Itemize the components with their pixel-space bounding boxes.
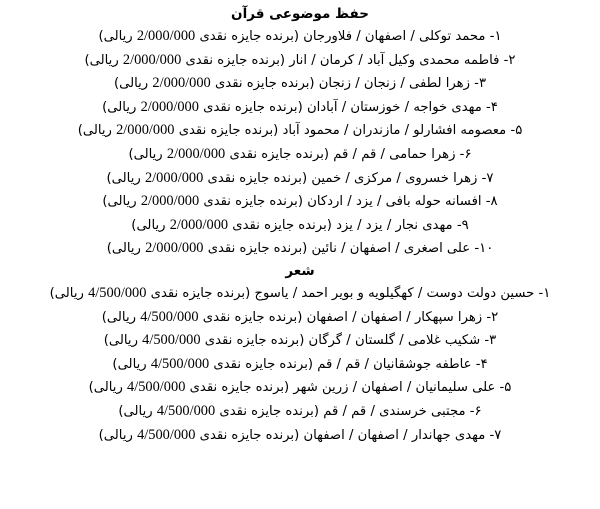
winner-name: زهرا سپهکار bbox=[414, 309, 483, 325]
field-separator: / bbox=[400, 76, 405, 92]
winner-city: نائین bbox=[311, 241, 337, 257]
prize-prefix: (برنده جایزه نقدی bbox=[219, 403, 319, 419]
winner-number: ۵- bbox=[510, 123, 523, 139]
winner-number: ۱- bbox=[489, 29, 502, 44]
winner-city: فلاورجان bbox=[303, 29, 352, 44]
winner-city: زنجان bbox=[318, 76, 352, 92]
winner-number: ۶- bbox=[459, 146, 472, 162]
winner-province: کهگیلویه و بویر احمد bbox=[301, 285, 414, 301]
list-item bbox=[14, 237, 586, 261]
prize-prefix: (برنده جایزه نقدی bbox=[185, 52, 286, 68]
winner-name: زهرا حمامی bbox=[389, 146, 456, 162]
list-item bbox=[14, 424, 586, 448]
field-separator: / bbox=[352, 146, 357, 162]
winner-name: عاطفه جوشقانیان bbox=[373, 356, 472, 372]
winner-city: اصفهان bbox=[303, 427, 345, 443]
winner-province: قم bbox=[351, 403, 367, 419]
field-separator: / bbox=[404, 123, 410, 139]
prize-amount: 4/500/000 bbox=[140, 308, 199, 325]
prize-suffix: ریالی) bbox=[102, 194, 137, 210]
field-separator: / bbox=[376, 194, 382, 210]
prize-suffix: ریالی) bbox=[128, 146, 163, 162]
winner-number: ۲- bbox=[486, 309, 499, 325]
field-separator: / bbox=[348, 427, 354, 443]
winner-name: مهدی خواجه bbox=[413, 99, 482, 115]
winner-name: مهدی نجار bbox=[395, 217, 453, 233]
field-separator: / bbox=[395, 241, 400, 257]
winner-city: انار bbox=[289, 52, 308, 68]
prize-suffix: ریالی) bbox=[113, 76, 149, 92]
winner-number: ۷- bbox=[481, 170, 494, 186]
list-item bbox=[14, 376, 586, 400]
winner-number: ۹- bbox=[456, 217, 469, 233]
prize-amount: 2/000/000 bbox=[152, 75, 211, 92]
field-separator: / bbox=[370, 403, 375, 419]
field-separator: / bbox=[357, 217, 362, 233]
winner-name: مجتبی خرسندی bbox=[379, 403, 466, 419]
winner-city: آبادان bbox=[306, 99, 338, 115]
field-separator: / bbox=[352, 309, 357, 325]
list-item bbox=[14, 49, 586, 73]
field-separator: / bbox=[341, 241, 346, 257]
field-separator: / bbox=[406, 309, 411, 325]
winner-number: ۳- bbox=[474, 76, 487, 92]
winner-city: خمین bbox=[311, 170, 342, 186]
winner-name: معصومه افشارلو bbox=[413, 123, 507, 139]
winner-city: یاسوج bbox=[254, 285, 289, 301]
sections-container bbox=[14, 4, 586, 447]
field-separator: / bbox=[386, 217, 392, 233]
field-separator: / bbox=[311, 52, 316, 68]
field-separator: / bbox=[358, 52, 363, 68]
prize-amount: 4/500/000 bbox=[127, 379, 186, 396]
prize-amount: 2/000/000 bbox=[140, 193, 200, 210]
winner-province: قم bbox=[361, 146, 377, 162]
prize-suffix: ریالی) bbox=[84, 52, 119, 68]
winner-number: ۸- bbox=[485, 194, 498, 210]
field-separator: / bbox=[345, 170, 350, 186]
prize-amount: 4/500/000 bbox=[137, 426, 196, 443]
section-poetry bbox=[14, 261, 586, 447]
prize-prefix: (برنده جایزه نقدی bbox=[213, 356, 314, 372]
winner-province: قم bbox=[345, 356, 361, 372]
prize-prefix: (برنده جایزه نقدی bbox=[199, 427, 300, 443]
winner-name: محمد توکلی bbox=[419, 29, 486, 44]
winner-city: محمود آباد bbox=[282, 123, 340, 139]
list-item bbox=[14, 96, 586, 120]
prize-suffix: ریالی) bbox=[88, 380, 123, 396]
prize-amount: 2/000/000 bbox=[116, 122, 175, 139]
prize-suffix: ریالی) bbox=[49, 285, 84, 301]
prize-amount: 4/500/000 bbox=[150, 355, 210, 372]
winner-province: اصفهان bbox=[349, 241, 392, 257]
field-separator: / bbox=[403, 427, 408, 443]
winner-province: زنجان bbox=[363, 76, 397, 92]
prize-amount: 2/000/000 bbox=[136, 28, 196, 44]
list-item bbox=[14, 214, 586, 238]
prize-prefix: (برنده جایزه نقدی bbox=[203, 194, 303, 210]
winner-name: فاطمه محمدی وکیل آباد bbox=[367, 52, 500, 68]
winner-number: ۶- bbox=[469, 403, 482, 419]
prize-suffix: ریالی) bbox=[112, 356, 147, 372]
winner-city: یزد bbox=[336, 217, 353, 233]
winner-city: زرین شهر bbox=[293, 380, 349, 396]
field-separator: / bbox=[344, 123, 349, 139]
prize-prefix: (برنده جایزه نقدی bbox=[202, 309, 303, 325]
winner-number: ۴- bbox=[485, 99, 498, 115]
winner-province: مرکزی bbox=[353, 170, 393, 186]
field-separator: / bbox=[406, 380, 412, 396]
field-separator: / bbox=[347, 194, 352, 210]
prize-amount: 2/000/000 bbox=[140, 98, 199, 115]
list-item bbox=[14, 329, 586, 353]
prize-prefix: (برنده جایزه نقدی bbox=[229, 146, 330, 162]
winner-list bbox=[14, 25, 586, 261]
winner-province: اصفهان bbox=[357, 427, 399, 443]
section-title: شعر bbox=[285, 262, 315, 279]
prize-suffix: ریالی) bbox=[77, 123, 112, 139]
section-quran-memorization bbox=[14, 4, 586, 261]
section-title: حفظ موضوعی قرآن bbox=[231, 6, 369, 22]
list-item bbox=[14, 400, 586, 424]
winner-city: قم bbox=[333, 146, 349, 162]
winner-province: گلستان bbox=[354, 333, 396, 349]
winner-city: قم bbox=[317, 356, 333, 372]
prize-amount: 2/000/000 bbox=[145, 240, 204, 257]
field-separator: / bbox=[380, 146, 385, 162]
winner-name: افسانه حوله بافی bbox=[385, 194, 482, 210]
prize-amount: 4/500/000 bbox=[156, 402, 216, 419]
winner-province: خوزستان bbox=[350, 99, 401, 115]
field-separator: / bbox=[292, 285, 298, 301]
winner-province: یزد bbox=[365, 217, 383, 233]
winner-city: گرگان bbox=[308, 333, 343, 349]
list-item bbox=[14, 282, 586, 306]
field-separator: / bbox=[410, 29, 415, 44]
prize-suffix: ریالی) bbox=[131, 217, 166, 233]
winner-name: علی اصغری bbox=[403, 241, 471, 257]
winner-province: اصفهان bbox=[361, 380, 403, 396]
winner-province: اصفهان bbox=[364, 29, 407, 44]
prize-suffix: ریالی) bbox=[106, 241, 141, 257]
prize-suffix: ریالی) bbox=[98, 427, 133, 443]
prize-prefix: (برنده جایزه نقدی bbox=[232, 217, 332, 233]
field-separator: / bbox=[356, 29, 361, 44]
winner-city: قم bbox=[323, 403, 339, 419]
winner-name: علی سلیمانیان bbox=[415, 380, 496, 396]
winner-number: ۲- bbox=[503, 52, 516, 68]
prize-amount: 2/000/000 bbox=[169, 216, 229, 233]
prize-prefix: (برنده جایزه نقدی bbox=[189, 380, 290, 396]
list-item bbox=[14, 72, 586, 96]
winner-province: اصفهان bbox=[360, 309, 403, 325]
winner-city: اردکان bbox=[307, 194, 344, 210]
winner-name: حسین دولت دوست bbox=[426, 285, 535, 301]
field-separator: / bbox=[417, 285, 423, 301]
prize-suffix: ریالی) bbox=[103, 333, 138, 349]
prize-prefix: (برنده جایزه نقدی bbox=[207, 170, 308, 186]
winner-province: کرمان bbox=[319, 52, 355, 68]
winner-name: مهدی جهاندار bbox=[411, 427, 486, 443]
winner-number: ۱۰- bbox=[474, 241, 494, 257]
list-item bbox=[14, 25, 586, 49]
field-separator: / bbox=[355, 76, 360, 92]
prize-prefix: (برنده جایزه نقدی bbox=[203, 99, 303, 115]
prize-prefix: (برنده جایزه نقدی bbox=[207, 241, 308, 257]
winner-province: مازندران bbox=[352, 123, 401, 139]
list-item bbox=[14, 143, 586, 167]
winner-number: ۵- bbox=[499, 380, 512, 396]
winner-list bbox=[14, 282, 586, 447]
field-separator: / bbox=[341, 99, 347, 115]
prize-prefix: (برنده جایزه نقدی bbox=[150, 285, 251, 301]
winner-name: زهرا خسروی bbox=[405, 170, 478, 186]
field-separator: / bbox=[346, 333, 351, 349]
prize-suffix: ریالی) bbox=[106, 170, 141, 186]
field-separator: / bbox=[399, 333, 404, 349]
prize-amount: 4/500/000 bbox=[88, 284, 147, 301]
prize-suffix: ریالی) bbox=[118, 403, 153, 419]
prize-amount: 2/000/000 bbox=[166, 145, 226, 162]
list-item bbox=[14, 119, 586, 143]
field-separator: / bbox=[342, 403, 347, 419]
prize-prefix: (برنده جایزه نقدی bbox=[204, 333, 305, 349]
prize-prefix: (برنده جایزه نقدی bbox=[214, 76, 315, 92]
list-item bbox=[14, 190, 586, 214]
prize-suffix: ریالی) bbox=[102, 99, 137, 115]
field-separator: / bbox=[352, 380, 358, 396]
winner-number: ۱- bbox=[538, 285, 551, 301]
field-separator: / bbox=[336, 356, 341, 372]
list-item bbox=[14, 353, 586, 377]
field-separator: / bbox=[396, 170, 401, 186]
field-separator: / bbox=[364, 356, 369, 372]
prize-prefix: (برنده جایزه نقدی bbox=[199, 29, 300, 44]
prize-suffix: ریالی) bbox=[98, 29, 133, 44]
winner-name: زهرا لطفی bbox=[409, 76, 470, 92]
winner-city: اصفهان bbox=[306, 309, 348, 325]
prize-amount: 2/000/000 bbox=[144, 169, 204, 186]
prize-amount: 2/000/000 bbox=[122, 51, 182, 68]
prize-prefix: (برنده جایزه نقدی bbox=[178, 123, 279, 139]
winner-name: شکیب غلامی bbox=[407, 333, 481, 349]
field-separator: / bbox=[404, 99, 410, 115]
prize-amount: 4/500/000 bbox=[142, 332, 201, 349]
list-item bbox=[14, 167, 586, 191]
winner-province: یزد bbox=[355, 194, 373, 210]
list-item bbox=[14, 306, 586, 330]
winner-number: ۴- bbox=[475, 356, 488, 372]
winner-number: ۳- bbox=[484, 333, 497, 349]
winner-number: ۷- bbox=[489, 427, 502, 443]
prize-suffix: ریالی) bbox=[101, 309, 136, 325]
